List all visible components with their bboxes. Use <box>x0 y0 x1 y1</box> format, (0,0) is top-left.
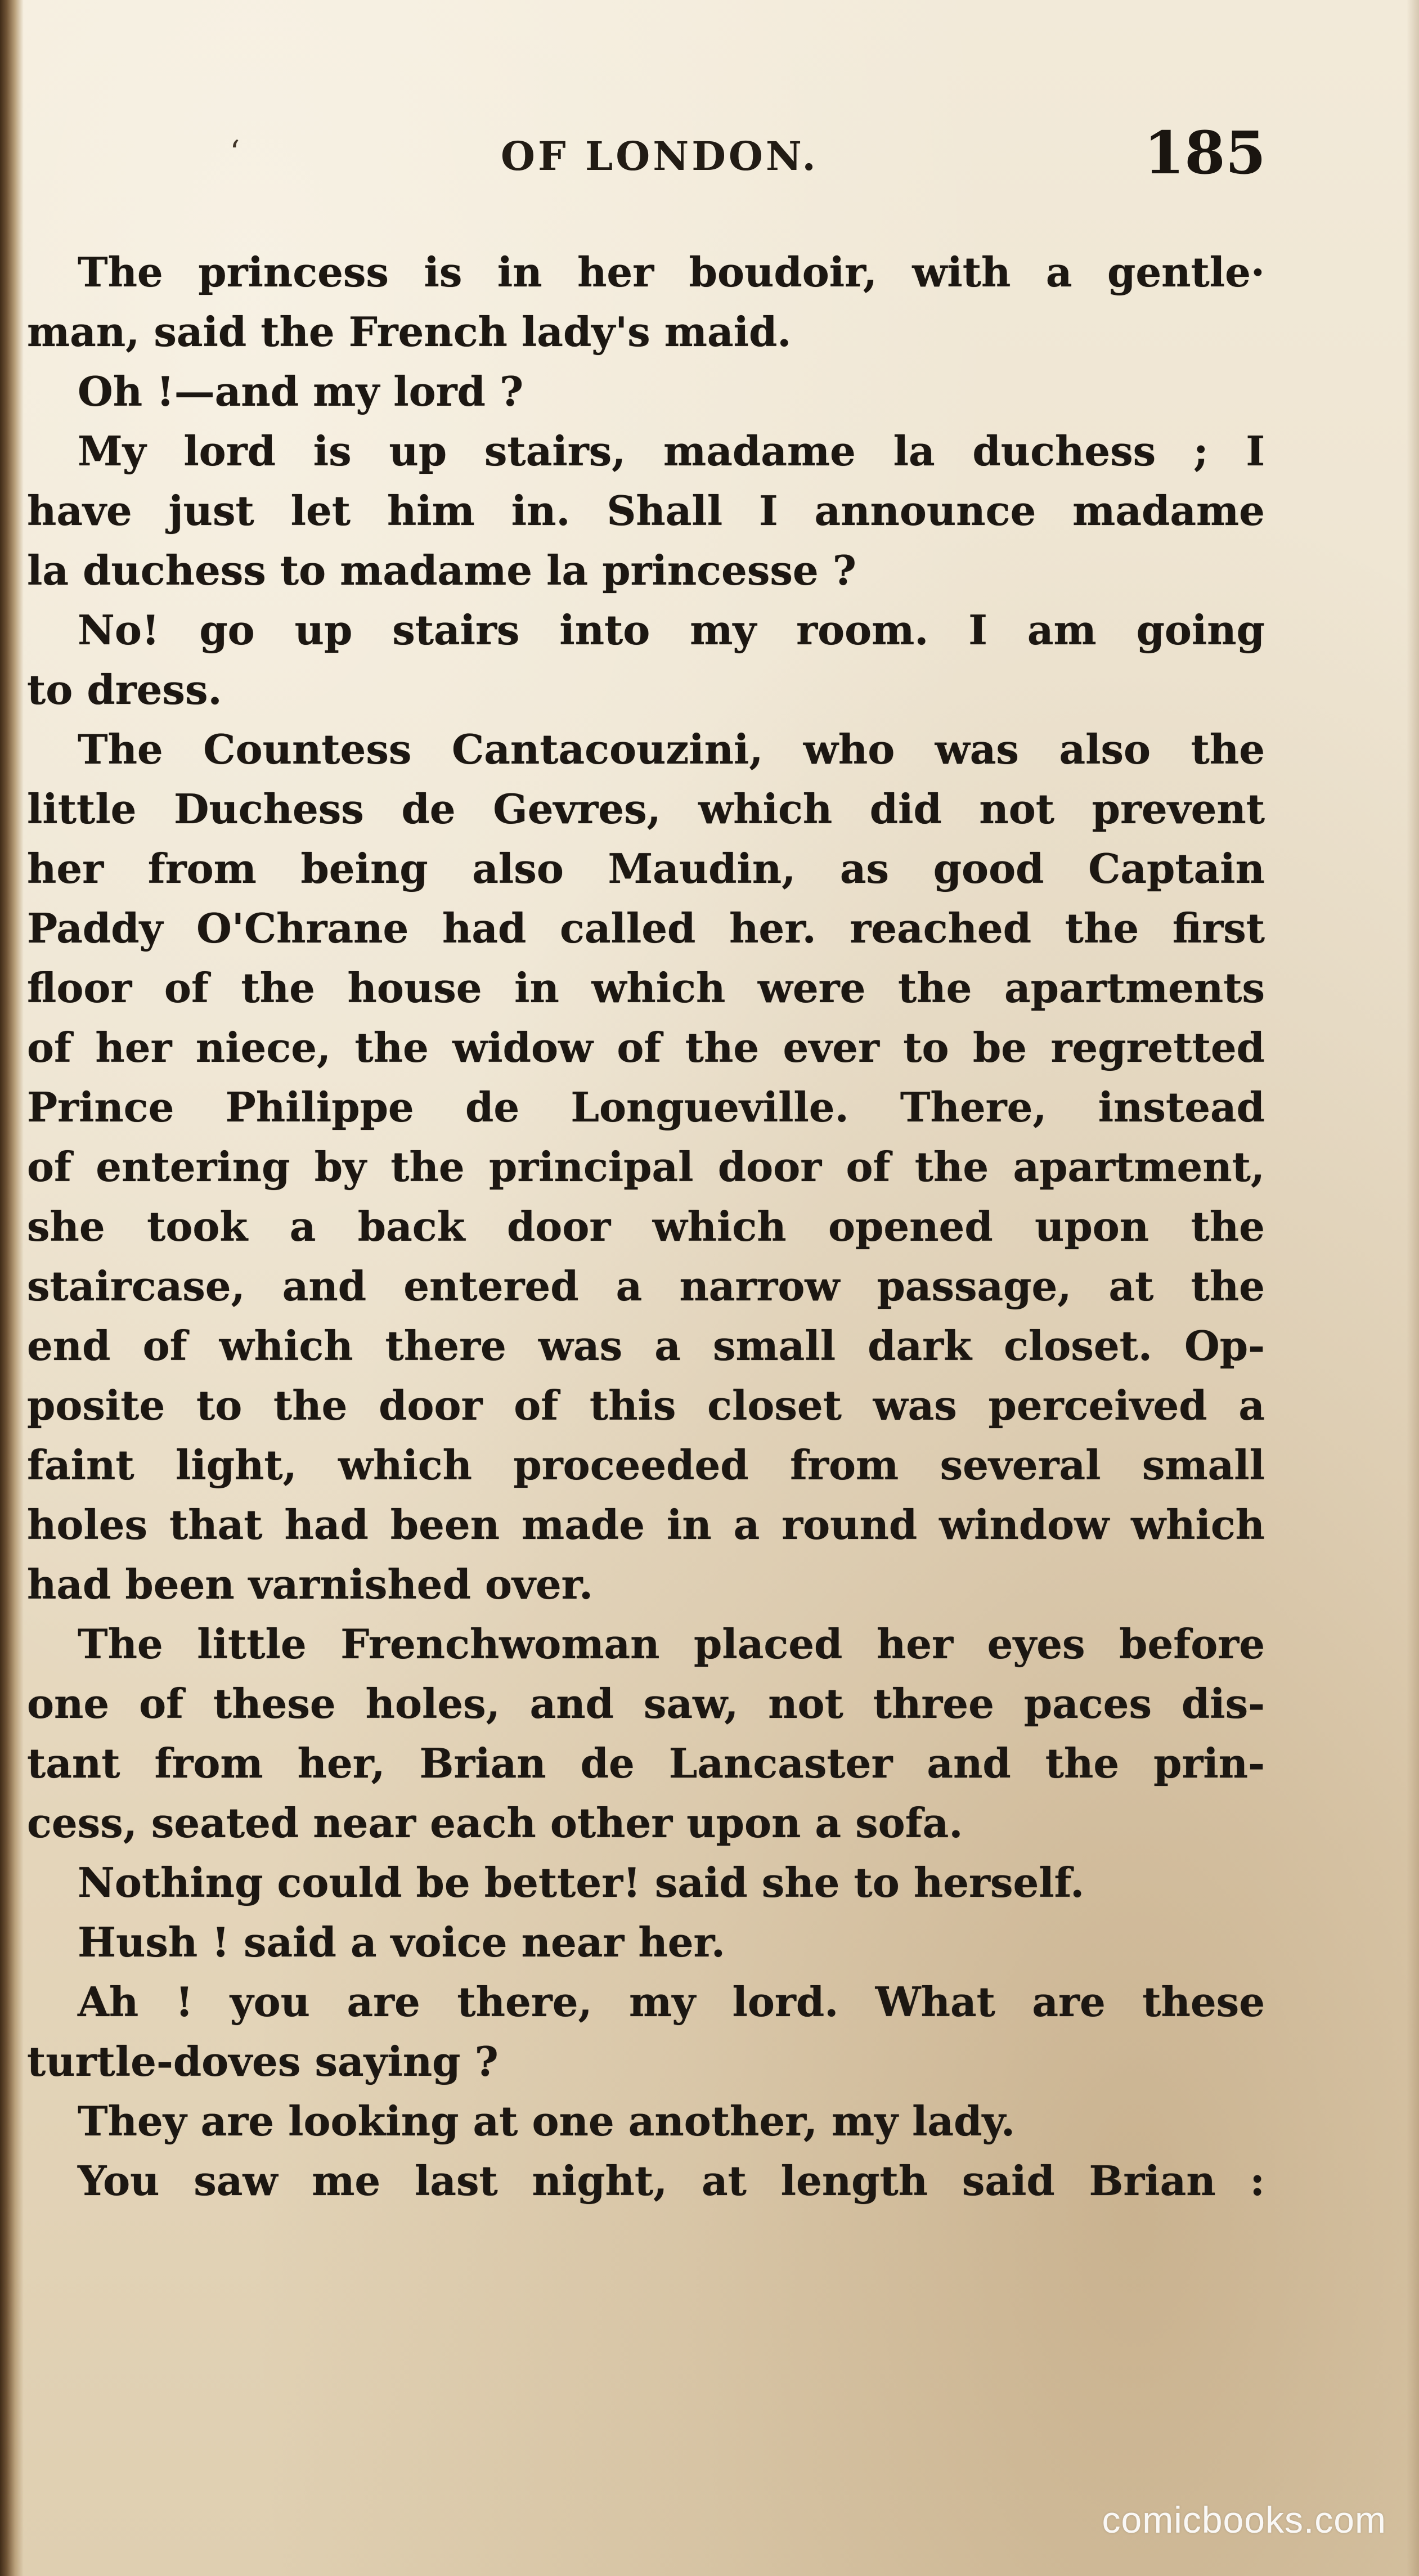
text-line: end of which there was a small dark closet. Op- <box>27 1322 1265 1370</box>
text-line: posite to the door of this closet was perceived a <box>27 1381 1265 1429</box>
text-line: Paddy O'Chrane had called her. reached the first <box>27 904 1265 952</box>
text-line: cess, seated near each other upon a sofa. <box>27 1799 963 1847</box>
site-watermark: comicbooks.com <box>1102 2499 1386 2541</box>
text-line: The Countess Cantacouzini, who was also the <box>78 725 1265 773</box>
text-line: Hush ! said a voice near her. <box>78 1918 725 1966</box>
text-line: to dress. <box>27 666 222 713</box>
text-line: No! go up stairs into my room. I am going <box>78 606 1265 654</box>
text-block <box>27 244 1265 2287</box>
text-line: her from being also Maudin, as good Captain <box>27 845 1265 892</box>
text-line: My lord is up stairs, madame la duchess ; I <box>78 427 1265 475</box>
text-line: The little Frenchwoman placed her eyes before <box>78 1620 1265 1668</box>
page-number: 185 <box>1143 118 1266 187</box>
text-line: You saw me last night, at length said Brian : <box>78 2157 1265 2205</box>
text-line: one of these holes, and saw, not three paces dis- <box>27 1680 1265 1727</box>
text-line: Prince Philippe de Longueville. There, instead <box>27 1083 1265 1131</box>
text-line: They are looking at one another, my lady. <box>78 2097 1016 2145</box>
text-line: staircase, and entered a narrow passage, at the <box>27 1262 1265 1310</box>
text-line: faint light, which proceeded from several small <box>27 1441 1265 1489</box>
text-line: have just let him in. Shall I announce madame <box>27 487 1265 535</box>
text-line: little Duchess de Gevres, which did not prevent <box>27 785 1265 833</box>
text-line: turtle-doves saying ? <box>27 2038 499 2085</box>
text-line: floor of the house in which were the apartments <box>27 964 1265 1012</box>
text-line: The princess is in her boudoir, with a gentle· <box>78 248 1265 296</box>
running-head: OF LONDON. <box>501 133 819 179</box>
text-line: she took a back door which opened upon the <box>27 1202 1265 1250</box>
text-line: Nothing could be better! said she to herself. <box>78 1859 1085 1906</box>
header-printer-mark: ‘ <box>230 133 240 172</box>
text-line: man, said the French lady's maid. <box>27 308 792 356</box>
page-header <box>101 118 1266 187</box>
text-line: had been varnished over. <box>27 1560 594 1608</box>
text-line: holes that had been made in a round window which <box>27 1501 1265 1549</box>
text-line: of entering by the principal door of the apartment, <box>27 1143 1265 1191</box>
text-line: la duchess to madame la princesse ? <box>27 546 856 594</box>
text-line: tant from her, Brian de Lancaster and the prin- <box>27 1739 1265 1787</box>
text-line: Oh !—and my lord ? <box>78 367 524 415</box>
text-line: of her niece, the widow of the ever to be regretted <box>27 1024 1265 1071</box>
text-line: Ah ! you are there, my lord. What are these <box>78 1978 1265 2026</box>
